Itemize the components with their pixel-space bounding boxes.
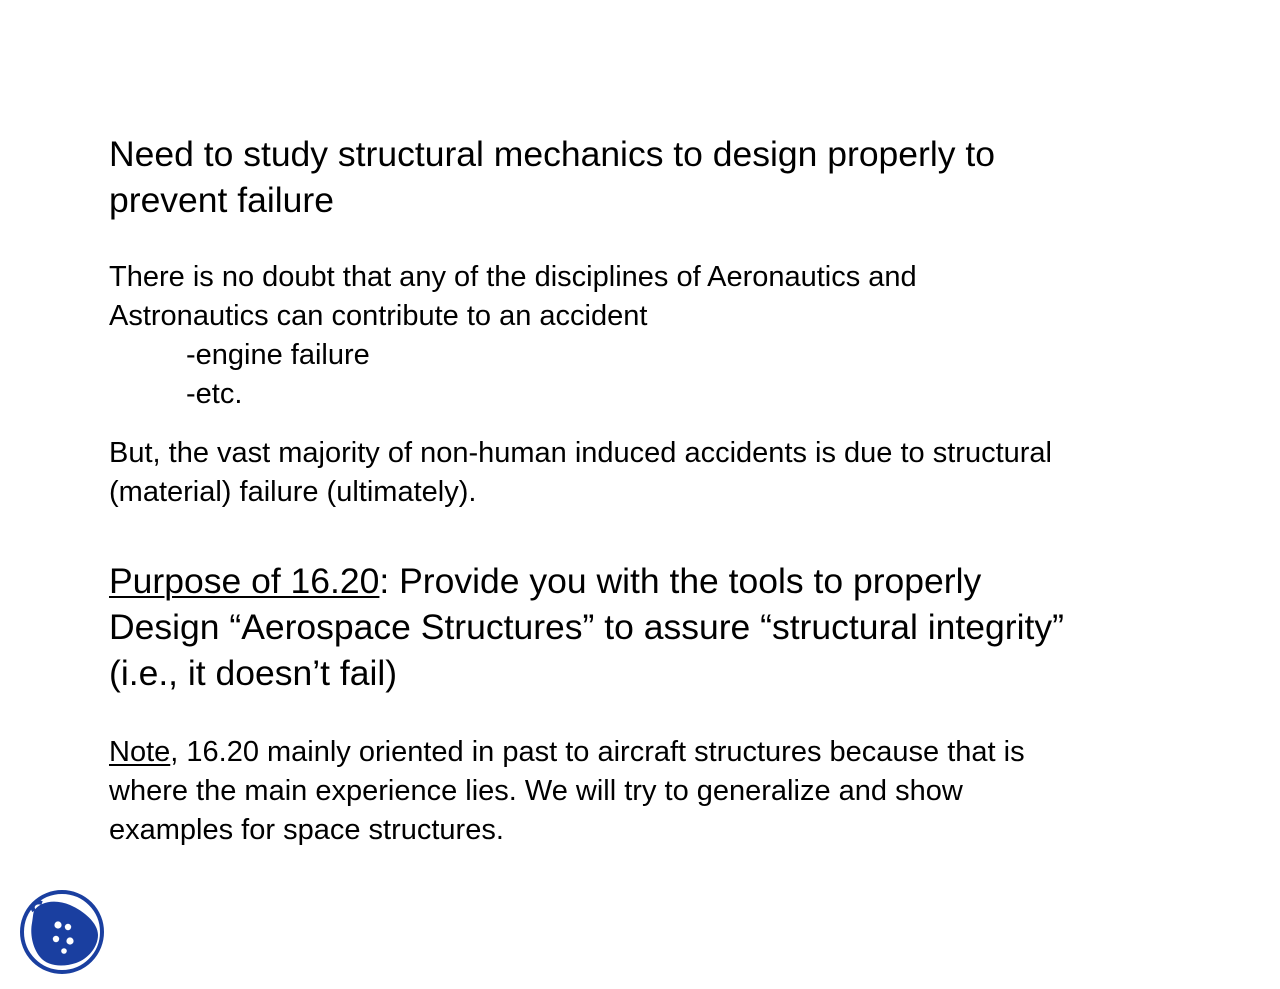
but-paragraph xyxy=(109,434,1052,512)
intro-line-2: Astronautics can contribute to an accident xyxy=(109,300,648,332)
intro-bullet: -etc. xyxy=(186,378,243,410)
seal-logo-icon xyxy=(18,889,106,975)
intro-line-1: There is no doubt that any of the disciplines of Aeronautics and xyxy=(109,261,917,293)
but-line-1: But, the vast majority of non-human induced accidents is due to structural xyxy=(109,437,1052,469)
purpose-line-1 xyxy=(109,558,1064,604)
heading-line-1: Need to study structural mechanics to design properly to xyxy=(109,134,995,174)
slide-heading xyxy=(109,131,995,223)
intro-bullet: -engine failure xyxy=(186,339,370,371)
purpose-label: Purpose of 16.20 xyxy=(109,561,380,601)
but-line-2: (material) failure (ultimately). xyxy=(109,476,477,508)
note-line-1-text: , 16.20 mainly oriented in past to aircraft structures because that is xyxy=(170,736,1025,768)
note-paragraph xyxy=(109,733,1025,850)
purpose-line-3: (i.e., it doesn’t fail) xyxy=(109,653,398,693)
purpose-line-1-text: : Provide you with the tools to properly xyxy=(379,561,982,601)
note-label: Note xyxy=(109,736,171,768)
note-line-2: where the main experience lies. We will try to generalize and show xyxy=(109,775,963,807)
heading-line-2: prevent failure xyxy=(109,180,334,220)
intro-paragraph xyxy=(109,258,917,414)
purpose-paragraph xyxy=(109,558,1064,696)
note-line-3: examples for space structures. xyxy=(109,814,504,846)
note-line-1 xyxy=(109,733,1025,772)
purpose-line-2: Design “Aerospace Structures” to assure “structural integrity” xyxy=(109,607,1064,647)
